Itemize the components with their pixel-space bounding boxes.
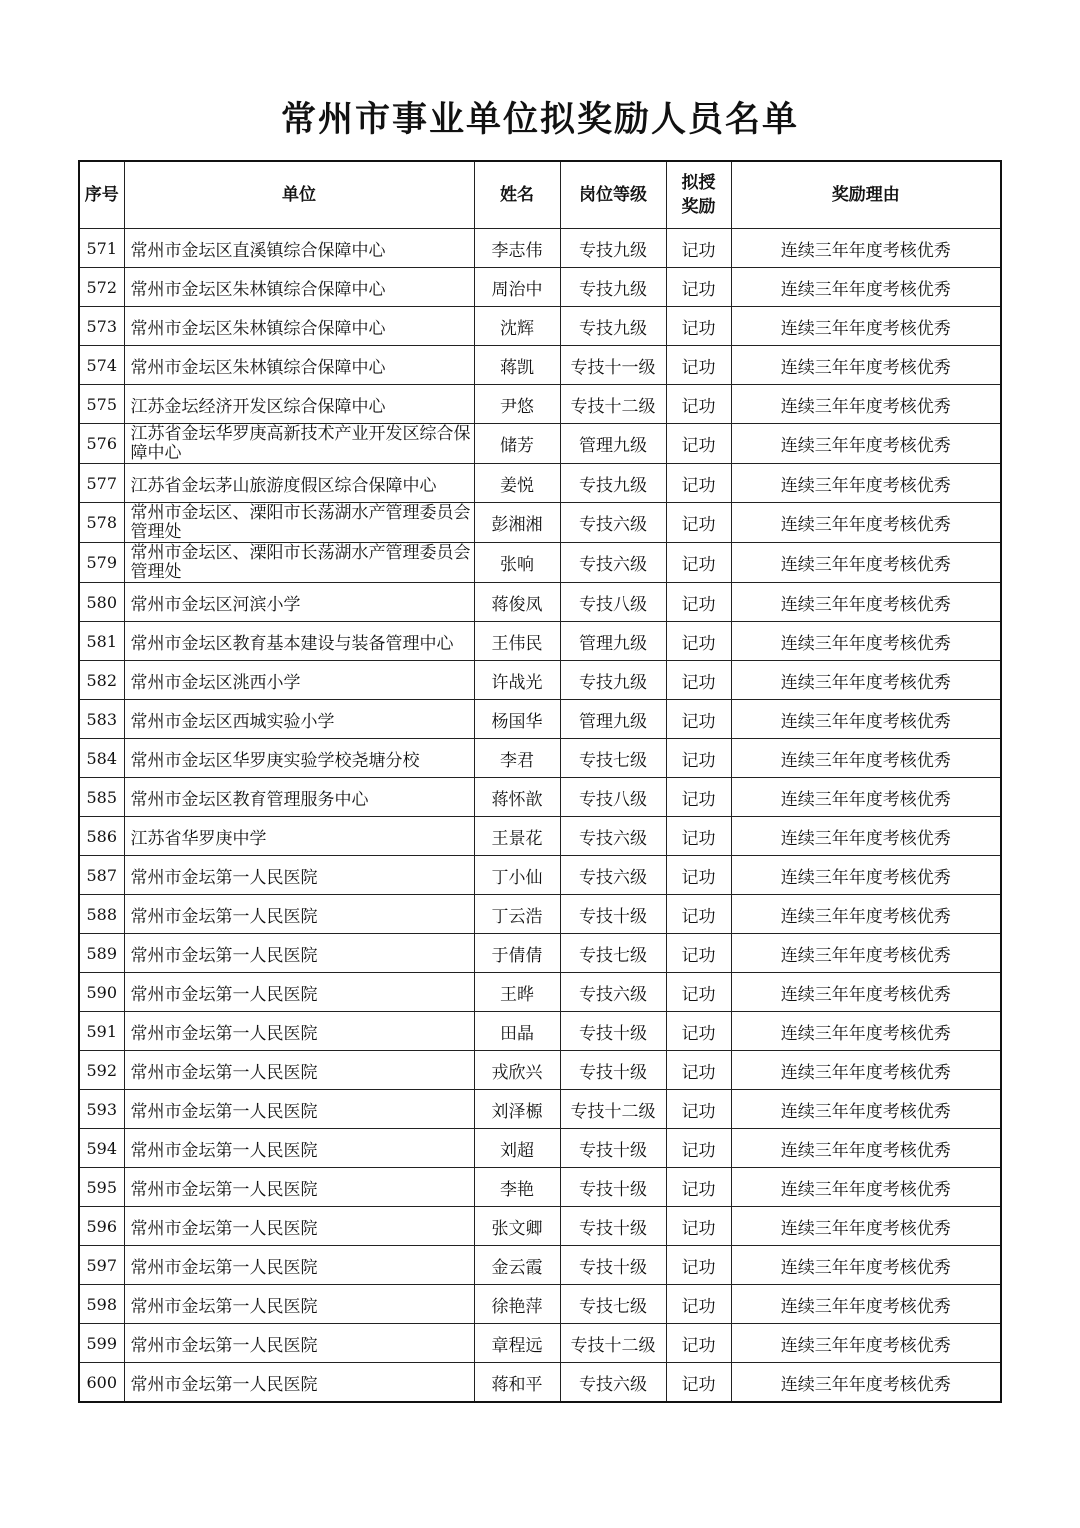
cell-award: 记功 xyxy=(666,700,731,739)
cell-name: 杨国华 xyxy=(474,700,560,739)
cell-name: 周治中 xyxy=(474,268,560,307)
cell-unit: 常州市金坛区、溧阳市长荡湖水产管理委员会管理处 xyxy=(124,503,474,543)
cell-unit: 常州市金坛区西城实验小学 xyxy=(124,700,474,739)
cell-grade: 专技八级 xyxy=(560,583,666,622)
cell-unit: 常州市金坛第一人民医院 xyxy=(124,1090,474,1129)
cell-unit: 江苏省金坛茅山旅游度假区综合保障中心 xyxy=(124,464,474,503)
cell-award: 记功 xyxy=(666,1168,731,1207)
cell-name: 蒋怀歆 xyxy=(474,778,560,817)
cell-reason: 连续三年年度考核优秀 xyxy=(731,268,1001,307)
cell-grade: 专技十二级 xyxy=(560,1324,666,1363)
cell-unit: 江苏金坛经济开发区综合保障中心 xyxy=(124,385,474,424)
header-seq: 序号 xyxy=(79,161,124,229)
cell-reason: 连续三年年度考核优秀 xyxy=(731,543,1001,583)
cell-grade: 专技十级 xyxy=(560,1246,666,1285)
table-row xyxy=(79,229,1001,268)
table-row xyxy=(79,934,1001,973)
cell-unit: 常州市金坛第一人民医院 xyxy=(124,1129,474,1168)
table-row xyxy=(79,464,1001,503)
cell-seq: 571 xyxy=(79,229,124,268)
cell-unit: 常州市金坛区朱林镇综合保障中心 xyxy=(124,307,474,346)
cell-seq: 578 xyxy=(79,503,124,543)
table-row xyxy=(79,700,1001,739)
cell-unit: 常州市金坛第一人民医院 xyxy=(124,973,474,1012)
cell-award: 记功 xyxy=(666,385,731,424)
cell-name: 李志伟 xyxy=(474,229,560,268)
header-award xyxy=(666,161,731,229)
table-row xyxy=(79,1012,1001,1051)
cell-name: 于倩倩 xyxy=(474,934,560,973)
cell-seq: 576 xyxy=(79,424,124,464)
cell-name: 王晔 xyxy=(474,973,560,1012)
table-row xyxy=(79,1090,1001,1129)
cell-reason: 连续三年年度考核优秀 xyxy=(731,1168,1001,1207)
cell-award: 记功 xyxy=(666,622,731,661)
cell-name: 蒋俊凤 xyxy=(474,583,560,622)
cell-name: 张文卿 xyxy=(474,1207,560,1246)
cell-unit: 常州市金坛第一人民医院 xyxy=(124,1363,474,1403)
cell-seq: 572 xyxy=(79,268,124,307)
cell-name: 李艳 xyxy=(474,1168,560,1207)
cell-name: 蒋和平 xyxy=(474,1363,560,1403)
header-reason: 奖励理由 xyxy=(731,161,1001,229)
cell-grade: 专技六级 xyxy=(560,856,666,895)
cell-unit: 常州市金坛第一人民医院 xyxy=(124,1168,474,1207)
cell-name: 王伟民 xyxy=(474,622,560,661)
cell-seq: 591 xyxy=(79,1012,124,1051)
cell-unit: 常州市金坛第一人民医院 xyxy=(124,895,474,934)
cell-name: 姜悦 xyxy=(474,464,560,503)
cell-name: 尹悠 xyxy=(474,385,560,424)
cell-grade: 专技七级 xyxy=(560,739,666,778)
cell-reason: 连续三年年度考核优秀 xyxy=(731,307,1001,346)
table-row xyxy=(79,583,1001,622)
cell-unit: 江苏省金坛华罗庚高新技术产业开发区综合保障中心 xyxy=(124,424,474,464)
cell-grade: 专技十级 xyxy=(560,1168,666,1207)
cell-seq: 587 xyxy=(79,856,124,895)
cell-reason: 连续三年年度考核优秀 xyxy=(731,424,1001,464)
table-row xyxy=(79,973,1001,1012)
cell-name: 章程远 xyxy=(474,1324,560,1363)
award-list-table xyxy=(78,160,1002,1403)
cell-award: 记功 xyxy=(666,895,731,934)
cell-unit: 常州市金坛第一人民医院 xyxy=(124,1051,474,1090)
cell-name: 刘超 xyxy=(474,1129,560,1168)
cell-unit: 常州市金坛区直溪镇综合保障中心 xyxy=(124,229,474,268)
cell-seq: 596 xyxy=(79,1207,124,1246)
cell-seq: 588 xyxy=(79,895,124,934)
cell-seq: 593 xyxy=(79,1090,124,1129)
cell-name: 徐艳萍 xyxy=(474,1285,560,1324)
table-row xyxy=(79,1246,1001,1285)
cell-unit: 常州市金坛第一人民医院 xyxy=(124,1246,474,1285)
cell-grade: 专技九级 xyxy=(560,229,666,268)
cell-award: 记功 xyxy=(666,503,731,543)
cell-award: 记功 xyxy=(666,583,731,622)
cell-reason: 连续三年年度考核优秀 xyxy=(731,346,1001,385)
cell-reason: 连续三年年度考核优秀 xyxy=(731,934,1001,973)
cell-reason: 连续三年年度考核优秀 xyxy=(731,1363,1001,1403)
cell-grade: 专技九级 xyxy=(560,307,666,346)
cell-reason: 连续三年年度考核优秀 xyxy=(731,1324,1001,1363)
cell-name: 蒋凯 xyxy=(474,346,560,385)
cell-award: 记功 xyxy=(666,1324,731,1363)
cell-seq: 595 xyxy=(79,1168,124,1207)
header-grade: 岗位等级 xyxy=(560,161,666,229)
cell-grade: 专技六级 xyxy=(560,503,666,543)
cell-award: 记功 xyxy=(666,1285,731,1324)
cell-name: 丁小仙 xyxy=(474,856,560,895)
cell-seq: 590 xyxy=(79,973,124,1012)
cell-award: 记功 xyxy=(666,1051,731,1090)
cell-award: 记功 xyxy=(666,424,731,464)
header-award-line2: 奖励 xyxy=(681,197,716,217)
cell-reason: 连续三年年度考核优秀 xyxy=(731,973,1001,1012)
cell-unit: 常州市金坛区朱林镇综合保障中心 xyxy=(124,346,474,385)
table-row xyxy=(79,1129,1001,1168)
cell-reason: 连续三年年度考核优秀 xyxy=(731,503,1001,543)
cell-name: 许战光 xyxy=(474,661,560,700)
cell-reason: 连续三年年度考核优秀 xyxy=(731,856,1001,895)
cell-reason: 连续三年年度考核优秀 xyxy=(731,1129,1001,1168)
cell-grade: 专技十二级 xyxy=(560,385,666,424)
cell-award: 记功 xyxy=(666,464,731,503)
table-row xyxy=(79,661,1001,700)
cell-grade: 专技九级 xyxy=(560,661,666,700)
cell-award: 记功 xyxy=(666,1246,731,1285)
cell-award: 记功 xyxy=(666,973,731,1012)
cell-seq: 584 xyxy=(79,739,124,778)
cell-unit: 常州市金坛区朱林镇综合保障中心 xyxy=(124,268,474,307)
cell-unit: 常州市金坛第一人民医院 xyxy=(124,1207,474,1246)
table-row xyxy=(79,856,1001,895)
cell-seq: 592 xyxy=(79,1051,124,1090)
cell-seq: 600 xyxy=(79,1363,124,1403)
cell-seq: 598 xyxy=(79,1285,124,1324)
cell-grade: 专技六级 xyxy=(560,1363,666,1403)
cell-seq: 573 xyxy=(79,307,124,346)
cell-award: 记功 xyxy=(666,1090,731,1129)
cell-seq: 583 xyxy=(79,700,124,739)
cell-name: 王景花 xyxy=(474,817,560,856)
cell-grade: 专技九级 xyxy=(560,464,666,503)
table-row xyxy=(79,778,1001,817)
cell-grade: 专技六级 xyxy=(560,973,666,1012)
cell-grade: 专技十级 xyxy=(560,1051,666,1090)
table-row xyxy=(79,1324,1001,1363)
cell-reason: 连续三年年度考核优秀 xyxy=(731,739,1001,778)
cell-name: 田晶 xyxy=(474,1012,560,1051)
cell-award: 记功 xyxy=(666,346,731,385)
cell-unit: 常州市金坛第一人民医院 xyxy=(124,1285,474,1324)
table-row xyxy=(79,1207,1001,1246)
cell-unit: 常州市金坛第一人民医院 xyxy=(124,1012,474,1051)
table-row xyxy=(79,385,1001,424)
cell-seq: 582 xyxy=(79,661,124,700)
cell-grade: 专技十一级 xyxy=(560,346,666,385)
cell-reason: 连续三年年度考核优秀 xyxy=(731,622,1001,661)
table-row xyxy=(79,424,1001,464)
table-row xyxy=(79,895,1001,934)
table-row xyxy=(79,739,1001,778)
cell-grade: 管理九级 xyxy=(560,700,666,739)
cell-unit: 常州市金坛区河滨小学 xyxy=(124,583,474,622)
cell-grade: 专技七级 xyxy=(560,934,666,973)
cell-grade: 专技八级 xyxy=(560,778,666,817)
cell-unit: 常州市金坛区教育管理服务中心 xyxy=(124,778,474,817)
cell-grade: 专技十级 xyxy=(560,895,666,934)
cell-reason: 连续三年年度考核优秀 xyxy=(731,661,1001,700)
cell-unit: 常州市金坛第一人民医院 xyxy=(124,856,474,895)
cell-reason: 连续三年年度考核优秀 xyxy=(731,1012,1001,1051)
cell-award: 记功 xyxy=(666,1207,731,1246)
cell-grade: 管理九级 xyxy=(560,424,666,464)
cell-unit: 常州市金坛区洮西小学 xyxy=(124,661,474,700)
table-row xyxy=(79,1285,1001,1324)
cell-name: 丁云浩 xyxy=(474,895,560,934)
table-row xyxy=(79,1168,1001,1207)
cell-grade: 专技九级 xyxy=(560,268,666,307)
cell-unit: 常州市金坛第一人民医院 xyxy=(124,934,474,973)
cell-reason: 连续三年年度考核优秀 xyxy=(731,1090,1001,1129)
cell-award: 记功 xyxy=(666,856,731,895)
cell-reason: 连续三年年度考核优秀 xyxy=(731,1207,1001,1246)
cell-unit: 常州市金坛区、溧阳市长荡湖水产管理委员会管理处 xyxy=(124,543,474,583)
table-row xyxy=(79,268,1001,307)
cell-unit: 常州市金坛区教育基本建设与装备管理中心 xyxy=(124,622,474,661)
cell-unit: 江苏省华罗庚中学 xyxy=(124,817,474,856)
header-name: 姓名 xyxy=(474,161,560,229)
cell-reason: 连续三年年度考核优秀 xyxy=(731,778,1001,817)
cell-seq: 577 xyxy=(79,464,124,503)
cell-name: 彭湘湘 xyxy=(474,503,560,543)
cell-reason: 连续三年年度考核优秀 xyxy=(731,700,1001,739)
table-row xyxy=(79,346,1001,385)
cell-award: 记功 xyxy=(666,1012,731,1051)
cell-seq: 599 xyxy=(79,1324,124,1363)
cell-award: 记功 xyxy=(666,778,731,817)
header-award-line1: 拟授 xyxy=(681,173,716,193)
document-title: 常州市事业单位拟奖励人员名单 xyxy=(280,100,799,140)
cell-grade: 专技六级 xyxy=(560,817,666,856)
cell-grade: 专技六级 xyxy=(560,543,666,583)
cell-grade: 专技七级 xyxy=(560,1285,666,1324)
cell-reason: 连续三年年度考核优秀 xyxy=(731,385,1001,424)
cell-award: 记功 xyxy=(666,543,731,583)
cell-unit: 常州市金坛第一人民医院 xyxy=(124,1324,474,1363)
cell-grade: 专技十级 xyxy=(560,1129,666,1168)
table-row xyxy=(79,307,1001,346)
cell-award: 记功 xyxy=(666,661,731,700)
header-unit: 单位 xyxy=(124,161,474,229)
cell-seq: 586 xyxy=(79,817,124,856)
cell-reason: 连续三年年度考核优秀 xyxy=(731,895,1001,934)
cell-award: 记功 xyxy=(666,307,731,346)
table-row xyxy=(79,1363,1001,1403)
cell-reason: 连续三年年度考核优秀 xyxy=(731,583,1001,622)
cell-name: 刘泽榞 xyxy=(474,1090,560,1129)
cell-seq: 585 xyxy=(79,778,124,817)
table-row xyxy=(79,817,1001,856)
cell-seq: 594 xyxy=(79,1129,124,1168)
cell-grade: 管理九级 xyxy=(560,622,666,661)
cell-seq: 580 xyxy=(79,583,124,622)
cell-seq: 574 xyxy=(79,346,124,385)
cell-grade: 专技十级 xyxy=(560,1207,666,1246)
table-row xyxy=(79,543,1001,583)
cell-award: 记功 xyxy=(666,817,731,856)
cell-award: 记功 xyxy=(666,739,731,778)
cell-name: 金云霞 xyxy=(474,1246,560,1285)
cell-name: 张响 xyxy=(474,543,560,583)
table-row xyxy=(79,503,1001,543)
table-header-row xyxy=(79,161,1001,229)
cell-seq: 589 xyxy=(79,934,124,973)
cell-reason: 连续三年年度考核优秀 xyxy=(731,464,1001,503)
table-row xyxy=(79,1051,1001,1090)
cell-grade: 专技十级 xyxy=(560,1012,666,1051)
cell-seq: 579 xyxy=(79,543,124,583)
cell-unit: 常州市金坛区华罗庚实验学校尧塘分校 xyxy=(124,739,474,778)
cell-award: 记功 xyxy=(666,229,731,268)
cell-name: 储芳 xyxy=(474,424,560,464)
cell-reason: 连续三年年度考核优秀 xyxy=(731,1285,1001,1324)
cell-name: 沈辉 xyxy=(474,307,560,346)
cell-seq: 575 xyxy=(79,385,124,424)
cell-reason: 连续三年年度考核优秀 xyxy=(731,1051,1001,1090)
cell-grade: 专技十二级 xyxy=(560,1090,666,1129)
cell-award: 记功 xyxy=(666,1363,731,1403)
cell-name: 李君 xyxy=(474,739,560,778)
cell-award: 记功 xyxy=(666,934,731,973)
cell-reason: 连续三年年度考核优秀 xyxy=(731,1246,1001,1285)
cell-award: 记功 xyxy=(666,1129,731,1168)
cell-seq: 581 xyxy=(79,622,124,661)
cell-reason: 连续三年年度考核优秀 xyxy=(731,229,1001,268)
cell-reason: 连续三年年度考核优秀 xyxy=(731,817,1001,856)
cell-award: 记功 xyxy=(666,268,731,307)
cell-name: 戎欣兴 xyxy=(474,1051,560,1090)
table-row xyxy=(79,622,1001,661)
cell-seq: 597 xyxy=(79,1246,124,1285)
